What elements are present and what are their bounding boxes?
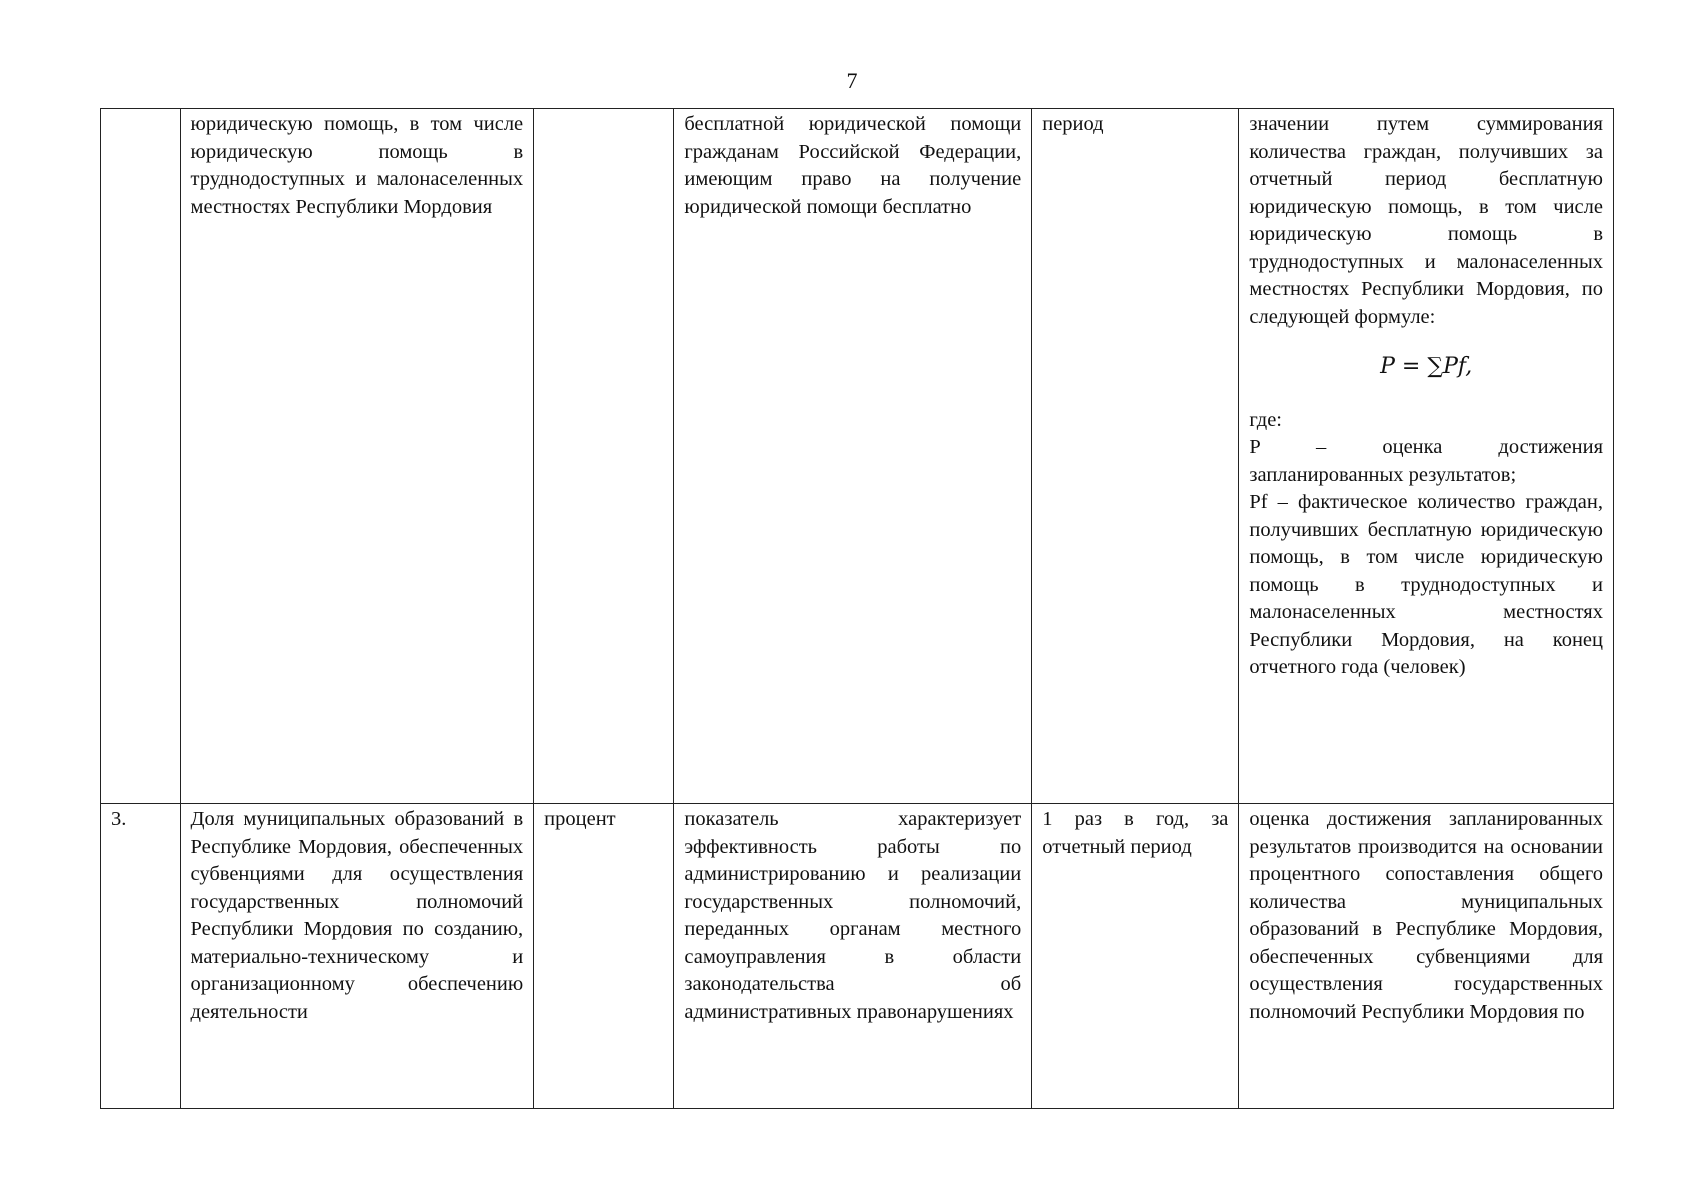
table-row (101, 109, 1614, 804)
method-cell (1239, 109, 1614, 804)
row-number-cell: 3. (101, 804, 181, 1109)
indicator-name-cell: юридическую помощь, в том числе юридическую помощь в труднодоступных и малонаселенных местностях Республики Мордовия (180, 109, 534, 804)
frequency-cell: 1 раз в год, за отчетный период (1032, 804, 1239, 1109)
method-cell: оценка достижения запланированных результатов производится на основании процентного сопоставления общего количества муниципальных образований в Республике Мордовия, обеспеченных субвенциями для осуществления государственных полномочий Республики Мордовия по (1239, 804, 1614, 1109)
definition-p: P – оценка достижения запланированных результатов; (1249, 436, 1603, 486)
description-cell: показатель характеризует эффективность работы по администрированию и реализации государственных полномочий, переданных органам местного самоуправления в области законодательства об административных правонарушениях (674, 804, 1032, 1109)
method-intro: значении путем суммирования количества граждан, получивших за отчетный период бесплатную юридическую помощь, в том числе юридическую помощь в труднодоступных и малонаселенных местностях Республики Мордовия, по следующей формуле: (1249, 113, 1603, 328)
description-cell: бесплатной юридической помощи гражданам Российской Федерации, имеющим право на получение юридической помощи бесплатно (674, 109, 1032, 804)
table-row (101, 804, 1614, 1109)
frequency-cell: период (1032, 109, 1239, 804)
unit-cell: процент (534, 804, 674, 1109)
unit-cell (534, 109, 674, 804)
page-number: 7 (846, 68, 858, 93)
indicator-name-cell: Доля муниципальных образований в Республике Мордовия, обеспеченных субвенциями для осуществления государственных полномочий Республики Мордовия по созданию, материально-техническому и организационному обеспечению деятельности (180, 804, 534, 1109)
where-label: где: (1249, 408, 1283, 431)
formula: P = ∑Pf, (1380, 354, 1473, 379)
definition-pf: Pf – фактическое количество граждан, получивших бесплатную юридическую помощь, в том числе юридическую помощь в труднодоступных и малонаселенных местностях Республики Мордовия, на конец отчетного года (человек) (1249, 491, 1603, 678)
row-number-cell (101, 109, 181, 804)
indicators-table (100, 108, 1614, 1109)
